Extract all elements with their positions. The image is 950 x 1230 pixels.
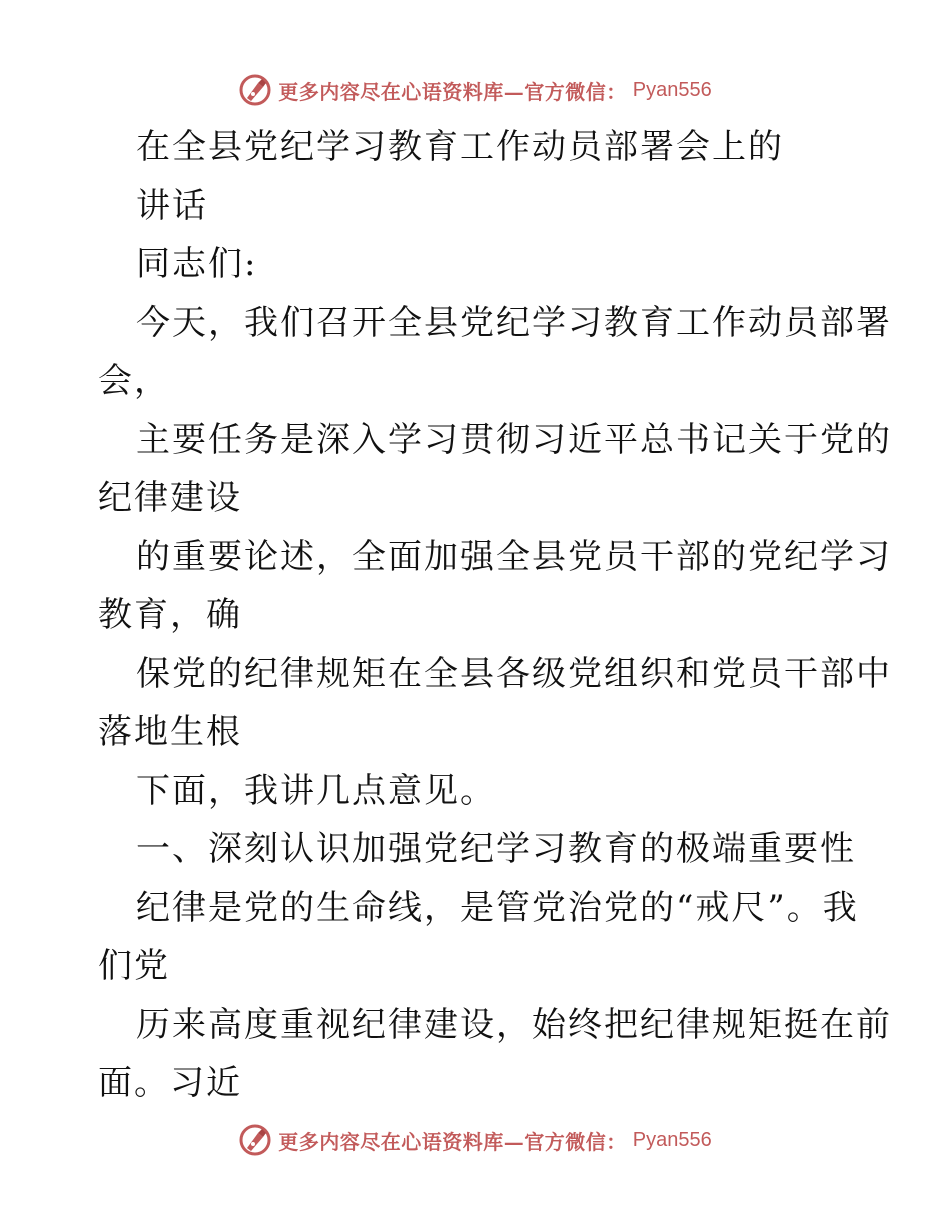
paragraph-line: 面。习近 — [98, 1063, 242, 1103]
paragraph-line: 的重要论述，全面加强全县党员干部的党纪学习 — [136, 536, 892, 577]
salutation: 同志们: — [136, 244, 258, 284]
paragraph-line: 纪律建设 — [98, 478, 242, 518]
title-line: 在全县党纪学习教育工作动员部署会上的 — [136, 127, 784, 167]
watermark-text: 更多内容尽在心语资料库—官方微信： — [278, 79, 627, 104]
paragraph-line: 纪律是党的生命线，是管党治党的“戒尺”。我 — [136, 887, 859, 928]
pen-nib-circle-icon — [238, 1123, 272, 1157]
paragraph-line: 会， — [98, 361, 170, 401]
header-watermark — [0, 70, 950, 110]
watermark-wechat-id: Pyan556 — [632, 1128, 712, 1151]
document-body — [98, 118, 892, 1113]
watermark-wechat-id: Pyan556 — [632, 78, 712, 101]
paragraph-line: 今天，我们召开全县党纪学习教育工作动员部署 — [136, 302, 892, 343]
watermark-text: 更多内容尽在心语资料库—官方微信： — [278, 1129, 627, 1154]
section-heading: 一、深刻认识加强党纪学习教育的极端重要性 — [136, 829, 856, 869]
paragraph-line: 保党的纪律规矩在全县各级党组织和党员干部中 — [136, 653, 892, 694]
paragraph-line: 下面，我讲几点意见。 — [136, 770, 496, 811]
footer-watermark — [0, 1120, 950, 1160]
paragraph-line: 们党 — [98, 946, 170, 986]
paragraph-line: 落地生根 — [98, 712, 242, 752]
paragraph-line: 主要任务是深入学习贯彻习近平总书记关于党的 — [136, 419, 892, 460]
paragraph-line: 教育，确 — [98, 595, 242, 635]
paragraph-line: 历来高度重视纪律建设，始终把纪律规矩挺在前 — [136, 1004, 892, 1045]
pen-nib-circle-icon — [238, 73, 272, 107]
title-line: 讲话 — [136, 185, 208, 226]
